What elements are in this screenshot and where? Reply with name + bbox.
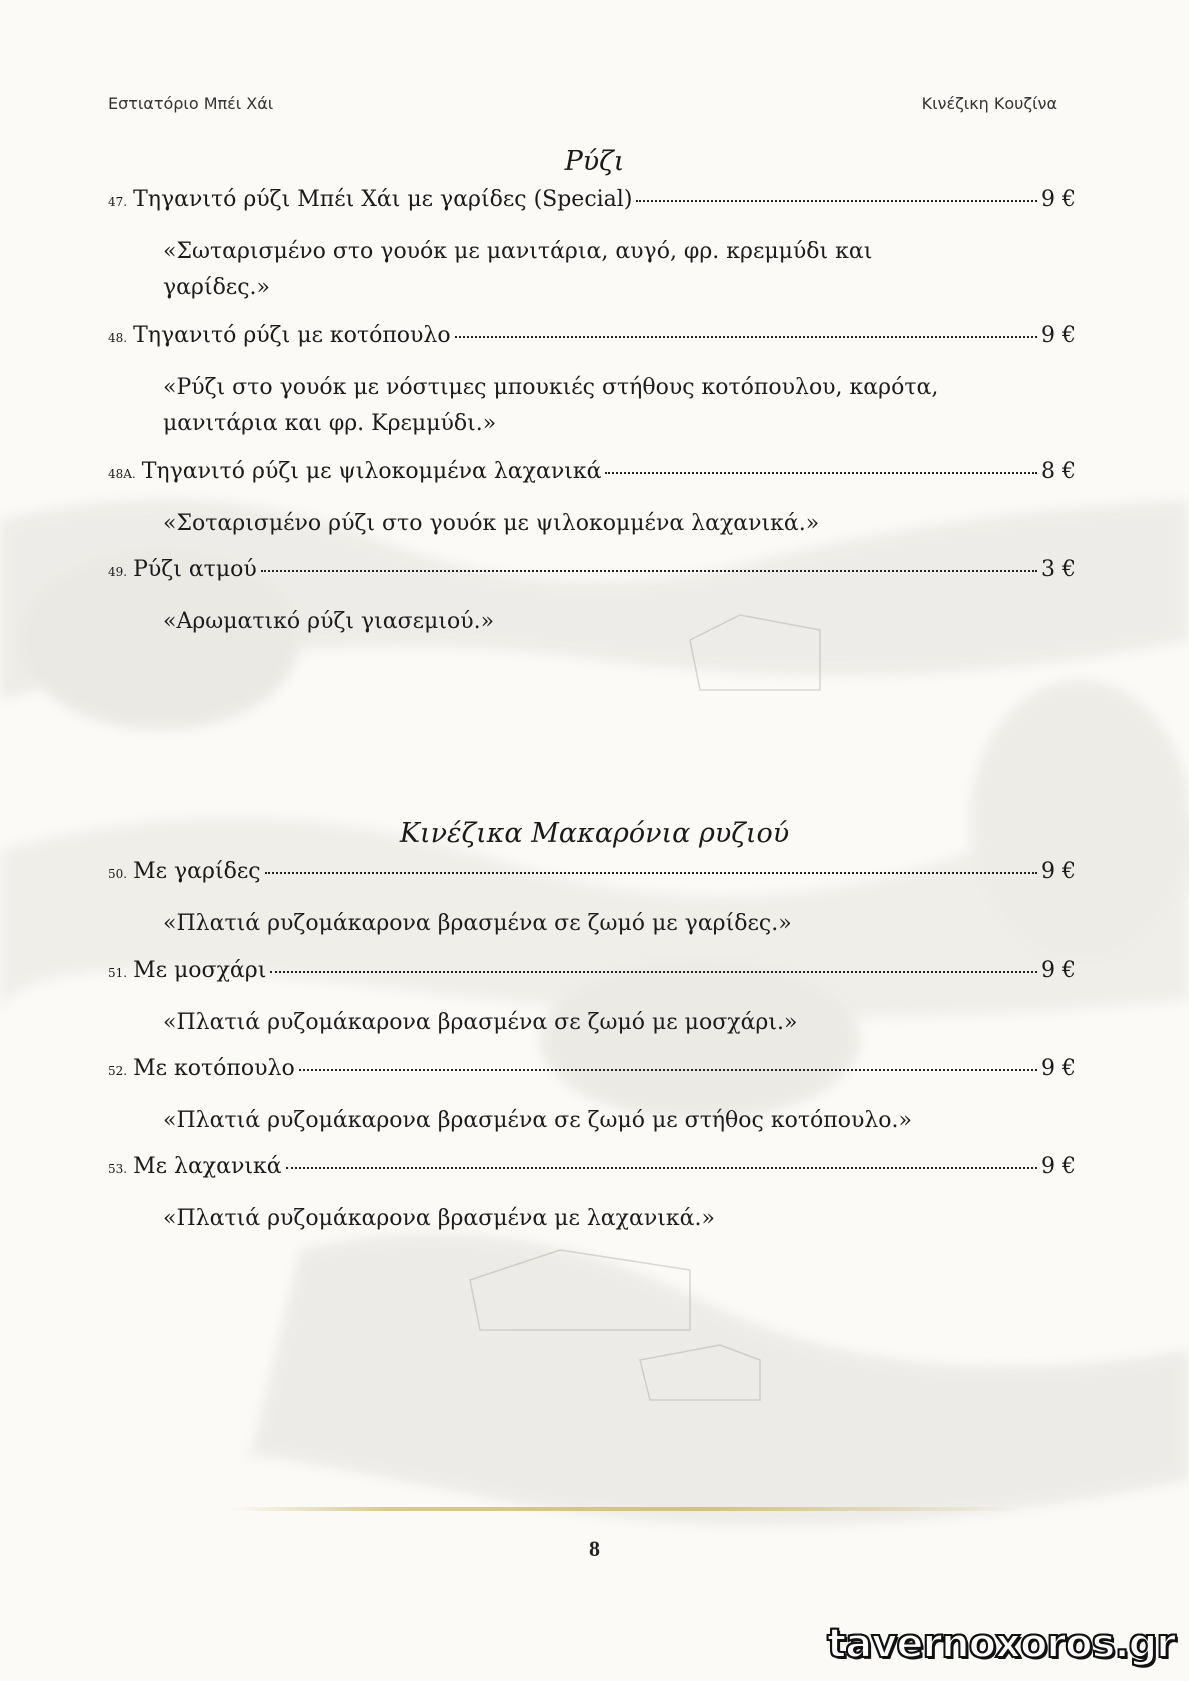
menu-item: [108, 1153, 1076, 1183]
item-description: [163, 604, 983, 640]
dot-leader: [455, 336, 1037, 338]
restaurant-name-header: Εστιατόριο Μπέι Χάι: [108, 94, 274, 113]
dot-leader: [636, 200, 1037, 202]
footer-divider: [230, 1507, 1020, 1511]
menu-item: [108, 322, 1076, 352]
item-price: 9 €: [1041, 187, 1076, 212]
description-line: «Σοταρισμένο ρύζι στο γουόκ με ψιλοκομμένα λαχανικά.»: [163, 511, 820, 536]
item-description: [163, 1201, 983, 1237]
description-line: «Αρωματικό ρύζι γιασεμιού.»: [163, 609, 495, 634]
item-name: Με μοσχάρι: [133, 958, 267, 983]
item-price: 9 €: [1041, 323, 1076, 348]
menu-item: [108, 458, 1076, 488]
item-price: 9 €: [1041, 1056, 1076, 1081]
item-description: [163, 1005, 983, 1041]
section-title-rice-noodles: Κινέζικα Μακαρόνια ρυζιού: [399, 818, 790, 849]
description-line: «Πλατιά ρυζομάκαρονα βρασμένα σε ζωμό με γαρίδες.»: [163, 911, 792, 936]
menu-item: [108, 957, 1076, 987]
dot-leader: [299, 1069, 1037, 1071]
item-name: Με κοτόπουλο: [133, 1056, 295, 1081]
dot-leader: [286, 1167, 1037, 1169]
item-number: 52.: [108, 1064, 128, 1078]
dot-leader: [605, 472, 1037, 474]
description-line: «Πλατιά ρυζομάκαρονα βρασμένα σε ζωμό με στήθος κοτόπουλο.»: [163, 1108, 912, 1133]
dot-leader: [270, 971, 1037, 973]
description-line: μανιτάρια και φρ. Κρεμμύδι.»: [163, 411, 497, 436]
item-number: 49.: [108, 565, 128, 579]
item-number: 50.: [108, 867, 128, 881]
item-number: 48A.: [108, 467, 136, 481]
item-number: 51.: [108, 966, 128, 980]
dot-leader: [261, 570, 1037, 572]
menu-item: [108, 1055, 1076, 1085]
item-name: Με λαχανικά: [133, 1154, 282, 1179]
item-description: [163, 506, 983, 542]
item-number: 53.: [108, 1162, 128, 1176]
item-description: [163, 370, 983, 442]
page-number: 8: [589, 1536, 600, 1561]
item-price: 9 €: [1041, 859, 1076, 884]
section-title-rice: Ρύζι: [564, 146, 625, 177]
description-line: «Σωταρισμένο στο γουόκ με μανιτάρια, αυγό, φρ. κρεμμύδι και: [163, 239, 873, 264]
item-price: 8 €: [1041, 459, 1076, 484]
item-name: Ρύζι ατμού: [133, 557, 257, 582]
description-line: «Πλατιά ρυζομάκαρονα βρασμένα με λαχανικά.»: [163, 1206, 715, 1231]
description-line: «Πλατιά ρυζομάκαρονα βρασμένα σε ζωμό με μοσχάρι.»: [163, 1010, 798, 1035]
menu-item: [108, 186, 1076, 216]
item-name: Τηγανιτό ρύζι με κοτόπουλο: [133, 323, 451, 348]
item-number: 47.: [108, 195, 128, 209]
item-number: 48.: [108, 331, 128, 345]
site-watermark: tavernoxoros.gr: [827, 1621, 1175, 1667]
item-price: 9 €: [1041, 958, 1076, 983]
menu-item: [108, 556, 1076, 586]
item-price: 9 €: [1041, 1154, 1076, 1179]
item-description: [163, 1103, 983, 1139]
description-line: γαρίδες.»: [163, 275, 270, 300]
menu-item: [108, 858, 1076, 888]
item-description: [163, 906, 983, 942]
cuisine-header: Κινέζικη Κουζίνα: [921, 94, 1057, 113]
item-description: [163, 234, 983, 306]
item-name: Με γαρίδες: [133, 859, 261, 884]
item-name: Τηγανιτό ρύζι με ψιλοκομμένα λαχανικά: [141, 459, 602, 484]
item-price: 3 €: [1041, 557, 1076, 582]
description-line: «Ρύζι στο γουόκ με νόστιμες μπουκιές στήθους κοτόπουλου, καρότα,: [163, 375, 939, 400]
item-name: Τηγανιτό ρύζι Μπέι Χάι με γαρίδες (Special): [133, 187, 633, 212]
dot-leader: [265, 872, 1037, 874]
